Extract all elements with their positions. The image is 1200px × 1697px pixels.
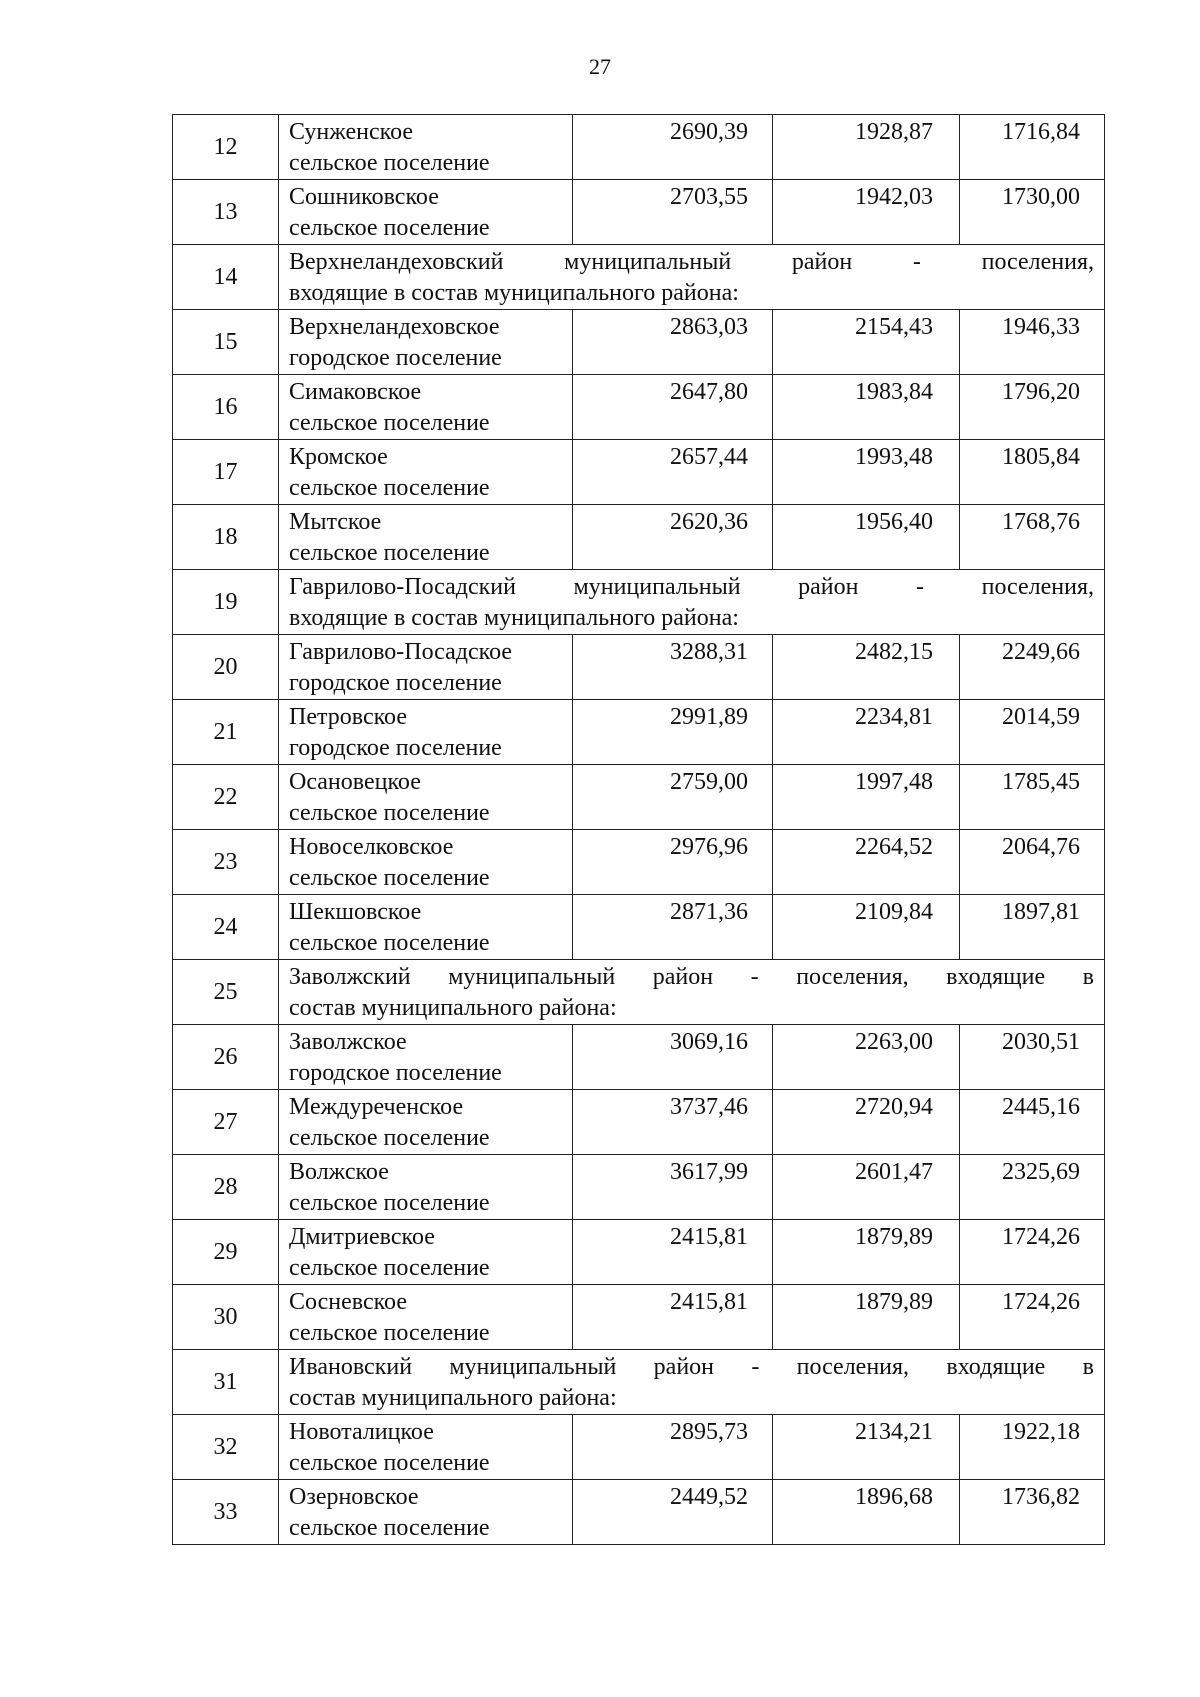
row-number: 24 (173, 895, 279, 960)
district-header (279, 960, 1105, 1025)
value-2: 1879,89 (773, 1285, 960, 1350)
value-1: 2415,81 (573, 1220, 773, 1285)
value-3: 1785,45 (960, 765, 1105, 830)
row-number: 19 (173, 570, 279, 635)
value-3: 1724,26 (960, 1285, 1105, 1350)
settlement-type: сельское поселение (289, 1450, 490, 1476)
value-1: 2871,36 (573, 895, 773, 960)
district-header (279, 1350, 1105, 1415)
settlement-name (279, 1415, 573, 1480)
value-1: 3288,31 (573, 635, 773, 700)
settlement-name (279, 830, 573, 895)
row-number: 30 (173, 1285, 279, 1350)
settlement-name-line-1: Шекшовское (289, 899, 422, 925)
settlement-type: городское поселение (289, 345, 502, 371)
settlement-type: сельское поселение (289, 475, 490, 501)
settlement-name-line-1: Волжское (289, 1159, 389, 1185)
table-row (173, 505, 1105, 570)
row-number: 15 (173, 310, 279, 375)
settlement-name (279, 310, 573, 375)
value-1: 2759,00 (573, 765, 773, 830)
settlement-name-line-1: Гаврилово-Посадское (289, 639, 513, 665)
table-row (173, 1025, 1105, 1090)
tariff-table (172, 114, 1105, 1545)
table-row (173, 1415, 1105, 1480)
settlement-name (279, 440, 573, 505)
value-2: 2720,94 (773, 1090, 960, 1155)
district-header-line-2: входящие в состав муниципального района: (289, 605, 739, 631)
settlement-name (279, 1220, 573, 1285)
table-row (173, 375, 1105, 440)
district-header (279, 570, 1105, 635)
value-3: 2445,16 (960, 1090, 1105, 1155)
value-3: 1796,20 (960, 375, 1105, 440)
district-header-line-2: состав муниципального района: (289, 995, 617, 1021)
row-number: 26 (173, 1025, 279, 1090)
district-header (279, 245, 1105, 310)
value-2: 1993,48 (773, 440, 960, 505)
table-row (173, 895, 1105, 960)
value-2: 2234,81 (773, 700, 960, 765)
settlement-type: сельское поселение (289, 150, 490, 176)
settlement-name-line-1: Осановецкое (289, 769, 421, 795)
settlement-name-line-1: Сошниковское (289, 184, 439, 210)
value-3: 1922,18 (960, 1415, 1105, 1480)
row-number: 13 (173, 180, 279, 245)
table-row (173, 700, 1105, 765)
settlement-name (279, 505, 573, 570)
settlement-name-line-1: Верхнеландеховское (289, 314, 500, 340)
table-row (173, 115, 1105, 180)
district-header-line-1: Ивановский муниципальный район - поселения, входящие в (289, 1354, 1094, 1380)
value-1: 2895,73 (573, 1415, 773, 1480)
table-row (173, 765, 1105, 830)
value-2: 2134,21 (773, 1415, 960, 1480)
settlement-name (279, 700, 573, 765)
district-header-line-1: Верхнеландеховский муниципальный район - поселения, (289, 249, 1094, 275)
settlement-name-line-1: Сунженское (289, 119, 414, 145)
settlement-name (279, 765, 573, 830)
settlement-type: городское поселение (289, 670, 502, 696)
value-1: 2620,36 (573, 505, 773, 570)
row-number: 33 (173, 1480, 279, 1545)
value-1: 2976,96 (573, 830, 773, 895)
value-1: 2690,39 (573, 115, 773, 180)
value-3: 1946,33 (960, 310, 1105, 375)
value-2: 1928,87 (773, 115, 960, 180)
row-number: 12 (173, 115, 279, 180)
value-2: 2154,43 (773, 310, 960, 375)
settlement-type: сельское поселение (289, 930, 490, 956)
row-number: 27 (173, 1090, 279, 1155)
settlement-name (279, 1480, 573, 1545)
value-1: 2703,55 (573, 180, 773, 245)
value-1: 2863,03 (573, 310, 773, 375)
value-2: 2109,84 (773, 895, 960, 960)
district-header-line-1: Заволжский муниципальный район - поселения, входящие в (289, 964, 1094, 990)
value-3: 1805,84 (960, 440, 1105, 505)
value-2: 1983,84 (773, 375, 960, 440)
table-row (173, 1090, 1105, 1155)
district-header-line-1: Гаврилово-Посадский муниципальный район - поселения, (289, 574, 1094, 600)
value-1: 3737,46 (573, 1090, 773, 1155)
settlement-name (279, 375, 573, 440)
settlement-name (279, 1155, 573, 1220)
table-row (173, 1480, 1105, 1545)
settlement-name (279, 635, 573, 700)
value-1: 2449,52 (573, 1480, 773, 1545)
district-header-row (173, 245, 1105, 310)
table-row (173, 310, 1105, 375)
value-2: 1896,68 (773, 1480, 960, 1545)
row-number: 32 (173, 1415, 279, 1480)
value-3: 1716,84 (960, 115, 1105, 180)
settlement-name-line-1: Кромское (289, 444, 388, 470)
settlement-name (279, 1285, 573, 1350)
row-number: 21 (173, 700, 279, 765)
row-number: 16 (173, 375, 279, 440)
value-3: 2064,76 (960, 830, 1105, 895)
row-number: 31 (173, 1350, 279, 1415)
value-2: 1942,03 (773, 180, 960, 245)
table-body (173, 115, 1105, 1545)
district-header-line-2: состав муниципального района: (289, 1385, 617, 1411)
table-row (173, 830, 1105, 895)
value-2: 1879,89 (773, 1220, 960, 1285)
table-row (173, 1285, 1105, 1350)
settlement-type: сельское поселение (289, 1515, 490, 1541)
settlement-type: сельское поселение (289, 1190, 490, 1216)
settlement-type: сельское поселение (289, 865, 490, 891)
district-header-row (173, 1350, 1105, 1415)
settlement-type: сельское поселение (289, 1255, 490, 1281)
settlement-name-line-1: Заволжское (289, 1029, 407, 1055)
value-1: 3069,16 (573, 1025, 773, 1090)
settlement-name (279, 895, 573, 960)
settlement-type: сельское поселение (289, 410, 490, 436)
row-number: 28 (173, 1155, 279, 1220)
settlement-name-line-1: Новоселковское (289, 834, 454, 860)
value-3: 2014,59 (960, 700, 1105, 765)
value-1: 3617,99 (573, 1155, 773, 1220)
district-header-row (173, 570, 1105, 635)
row-number: 20 (173, 635, 279, 700)
value-2: 2264,52 (773, 830, 960, 895)
settlement-type: сельское поселение (289, 1320, 490, 1346)
settlement-name-line-1: Новоталицкое (289, 1419, 434, 1445)
value-3: 1736,82 (960, 1480, 1105, 1545)
settlement-name-line-1: Дмитриевское (289, 1224, 435, 1250)
table-row (173, 1155, 1105, 1220)
value-2: 2263,00 (773, 1025, 960, 1090)
settlement-name-line-1: Симаковское (289, 379, 422, 405)
value-1: 2415,81 (573, 1285, 773, 1350)
district-header-line-2: входящие в состав муниципального района: (289, 280, 739, 306)
value-1: 2991,89 (573, 700, 773, 765)
row-number: 23 (173, 830, 279, 895)
row-number: 18 (173, 505, 279, 570)
value-3: 2030,51 (960, 1025, 1105, 1090)
settlement-name-line-1: Сосневское (289, 1289, 407, 1315)
row-number: 29 (173, 1220, 279, 1285)
table-row (173, 635, 1105, 700)
value-2: 1956,40 (773, 505, 960, 570)
settlement-type: городское поселение (289, 1060, 502, 1086)
settlement-name (279, 180, 573, 245)
value-3: 1730,00 (960, 180, 1105, 245)
table-row (173, 180, 1105, 245)
table-row (173, 440, 1105, 505)
row-number: 22 (173, 765, 279, 830)
settlement-name-line-1: Междуреченское (289, 1094, 464, 1120)
page-number: 27 (589, 54, 611, 79)
settlement-name (279, 1090, 573, 1155)
value-2: 2601,47 (773, 1155, 960, 1220)
row-number: 14 (173, 245, 279, 310)
settlement-type: сельское поселение (289, 215, 490, 241)
settlement-name-line-1: Мытское (289, 509, 382, 535)
settlement-type: городское поселение (289, 735, 502, 761)
settlement-type: сельское поселение (289, 800, 490, 826)
settlement-name (279, 1025, 573, 1090)
settlement-name-line-1: Петровское (289, 704, 407, 730)
value-2: 2482,15 (773, 635, 960, 700)
table-row (173, 1220, 1105, 1285)
value-3: 2249,66 (960, 635, 1105, 700)
district-header-row (173, 960, 1105, 1025)
value-3: 2325,69 (960, 1155, 1105, 1220)
settlement-type: сельское поселение (289, 1125, 490, 1151)
value-3: 1724,26 (960, 1220, 1105, 1285)
value-1: 2657,44 (573, 440, 773, 505)
settlement-name-line-1: Озерновское (289, 1484, 419, 1510)
settlement-name (279, 115, 573, 180)
value-2: 1997,48 (773, 765, 960, 830)
settlement-type: сельское поселение (289, 540, 490, 566)
row-number: 25 (173, 960, 279, 1025)
value-1: 2647,80 (573, 375, 773, 440)
value-3: 1897,81 (960, 895, 1105, 960)
value-3: 1768,76 (960, 505, 1105, 570)
row-number: 17 (173, 440, 279, 505)
